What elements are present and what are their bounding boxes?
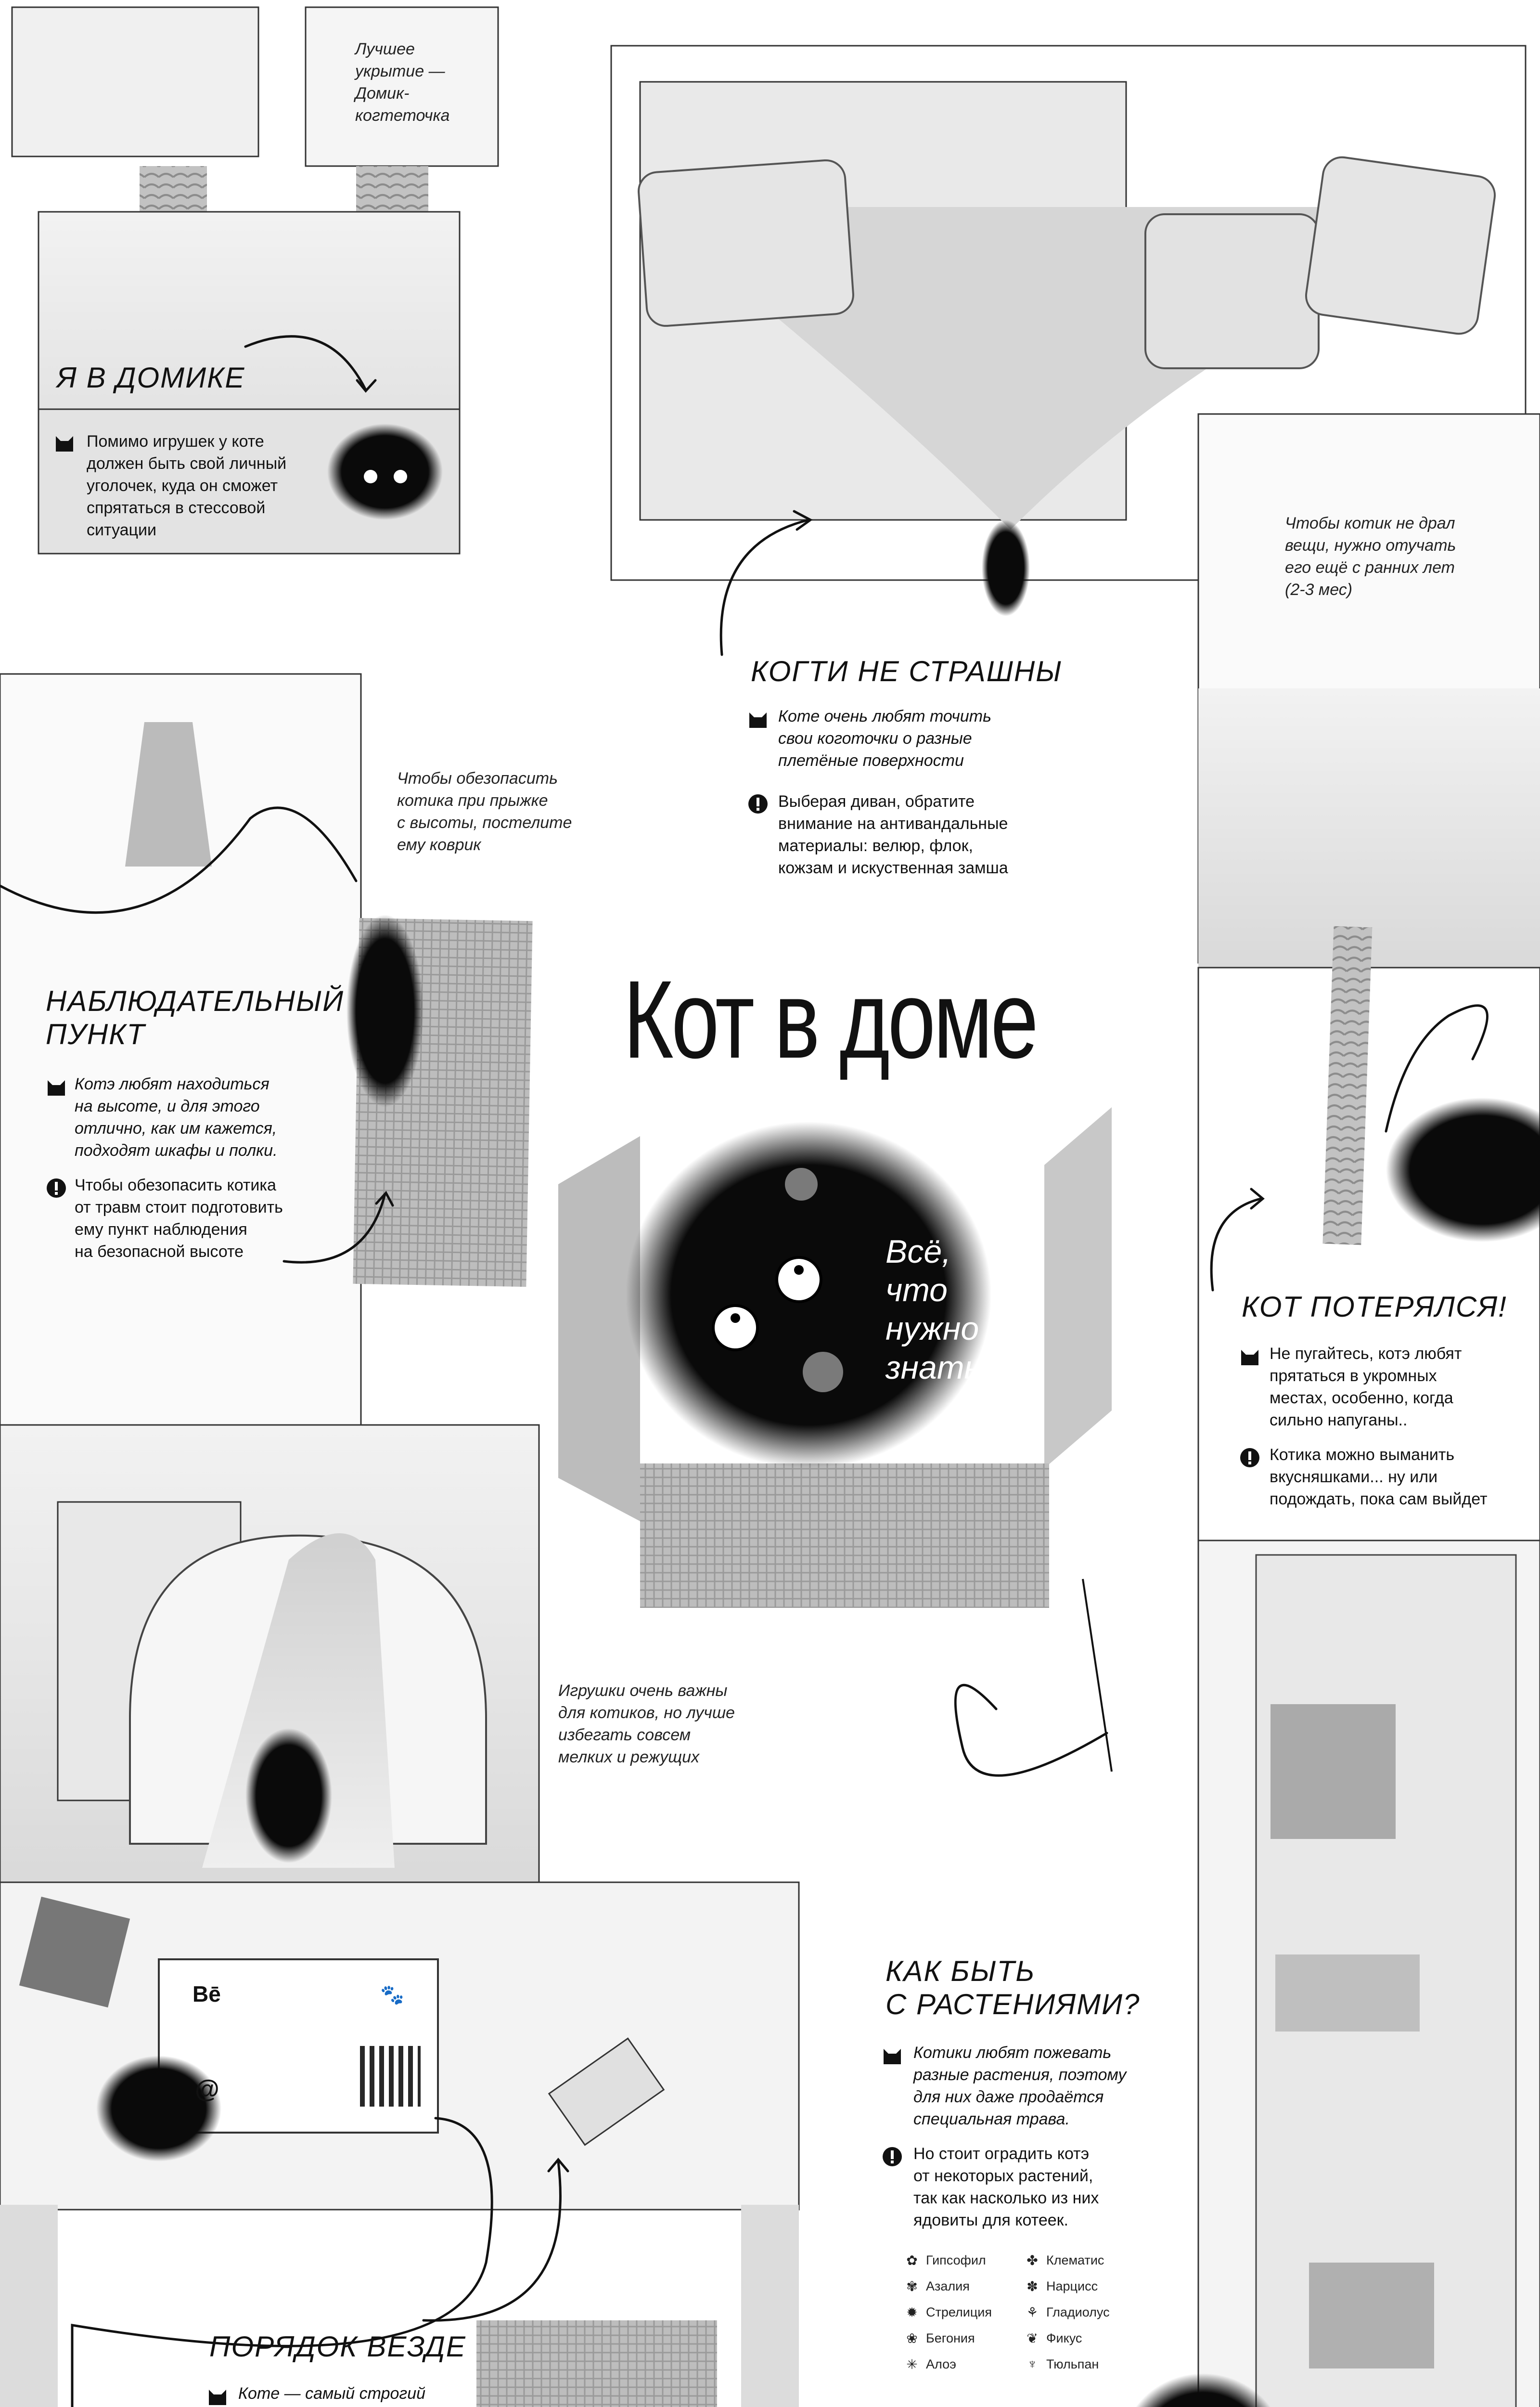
flower-icon: ✹ (906, 2304, 918, 2320)
section-order-heading: ПОРЯДОК ВЕЗДЕ (209, 2330, 466, 2363)
cat-head-icon (747, 709, 769, 730)
page-subtitle: Всё, что нужно знать (886, 1233, 982, 1386)
list-item: ⚘ Гладиолус (1025, 2299, 1110, 2325)
leaf-icon: ❦ (1027, 2330, 1038, 2346)
note-shelter: Лучшее укрытие — Домик- когтеточка (355, 40, 450, 125)
cat-head-icon (1239, 1346, 1260, 1367)
cat-head-icon (207, 2386, 228, 2407)
list-item: ✳ Алоэ (905, 2351, 992, 2377)
page-title: Кот в доме (623, 958, 1037, 1081)
list-item: ✤ Клематис (1025, 2247, 1110, 2273)
section-observation-text-1: Котэ любят находиться на высоте, и для этого отлично, как им кажется, подходят шкафы и полки. (75, 1075, 278, 1160)
flower-icon: ✤ (1027, 2252, 1038, 2268)
section-plants-heading: КАК БЫТЬ С РАСТЕНИЯМИ? (886, 1955, 1141, 2020)
toxic-plants-list-right (1025, 2247, 1110, 2377)
section-house-text: Помимо игрушек у коте должен быть свой личный уголочек, куда он сможет спрятаться в стессовой ситуации (87, 432, 287, 539)
note-toys: Игрушки очень важны для котиков, но лучше избегать совсем мелких и режущих (558, 1682, 735, 1766)
section-plants-text-1: Котики любят пожевать разные растения, поэтому для них даже продаётся специальная трава. (913, 2044, 1127, 2128)
list-item: ✽ Нарцисс (1025, 2273, 1110, 2299)
list-item: ❀ Бегония (905, 2325, 992, 2351)
section-plants-text-2: Но стоит оградить котэ от некоторых растений, так как насколько из них ядовиты для котеек. (913, 2145, 1099, 2229)
flower-icon: ⚘ (1026, 2304, 1039, 2320)
behance-icon[interactable]: Bē (192, 1981, 221, 2006)
toxic-plants-list-left (905, 2247, 992, 2377)
section-claws-text-1: Коте очень любят точить свои коготочки о разные плетёные поверхности (778, 707, 991, 770)
section-lost-heading: КОТ ПОТЕРЯЛСЯ! (1242, 1291, 1507, 1323)
warning-icon (882, 2146, 903, 2167)
note-claws-early: Чтобы котик не драл вещи, нужно отучать его ещё с ранних лет (2-3 мес) (1285, 514, 1456, 599)
list-item: ♆ Тюльпан (1025, 2351, 1110, 2377)
flower-icon: ✽ (1027, 2278, 1038, 2294)
warning-icon (747, 793, 769, 815)
qr-code[interactable] (360, 2046, 421, 2107)
section-house-heading: Я В ДОМИКЕ (57, 362, 245, 394)
cat-head-icon (882, 2045, 903, 2066)
list-item: ✾ Азалия (905, 2273, 992, 2299)
paw-icon[interactable]: 🐾 (380, 1984, 404, 2006)
section-claws-text-2: Выберая диван, обратите внимание на антивандальные материалы: велюр, флок, кожзам и искуственная замша (778, 792, 1008, 877)
warning-icon (1239, 1447, 1260, 1468)
tulip-icon: ♆ (1027, 2356, 1038, 2371)
flower-icon: ❀ (906, 2330, 918, 2346)
list-item: ✹ Стрелиция (905, 2299, 992, 2325)
section-observation-heading: НАБЛЮДАТЕЛЬНЫЙ ПУНКТ (46, 985, 345, 1050)
cat-head-icon (46, 1076, 67, 1098)
section-claws-heading: КОГТИ НЕ СТРАШНЫ (751, 655, 1063, 687)
section-lost-text-1: Не пугайтесь, котэ любят прятаться в укромных местах, особенно, когда сильно напуганы.. (1270, 1345, 1462, 1429)
list-item: ✿ Гипсофил (905, 2247, 992, 2273)
aloe-icon: ✳ (906, 2356, 918, 2372)
flower-icon: ✿ (906, 2252, 918, 2268)
section-order-text-1: Коте — самый строгий (238, 2384, 426, 2403)
list-item: ❦ Фикус (1025, 2325, 1110, 2351)
at-icon[interactable]: @ (195, 2075, 219, 2103)
section-observation-text-2: Чтобы обезопасить котика от травм стоит подготовить ему пункт наблюдения на безопасной высоте (75, 1176, 283, 1261)
note-jump: Чтобы обезопасить котика при прыжке с высоты, постелите ему коврик (397, 769, 572, 854)
warning-icon (46, 1178, 67, 1199)
section-lost-text-2: Котика можно выманить вкусняшками... ну или подождать, пока сам выйдет (1270, 1446, 1488, 1508)
cat-head-icon (54, 432, 75, 453)
flower-icon: ✾ (906, 2278, 918, 2294)
